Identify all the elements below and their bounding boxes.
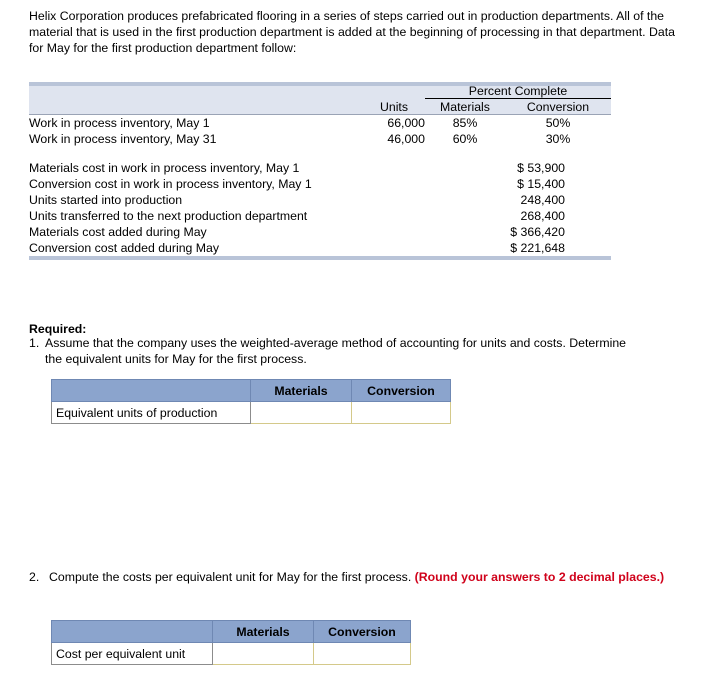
answer-header-materials: Materials: [213, 621, 314, 643]
equivalent-units-materials-input[interactable]: [255, 404, 347, 421]
table-bottom-rule: [29, 256, 611, 260]
table-row: [29, 130, 611, 146]
cost-row: [29, 207, 611, 223]
question-2-number: 2.: [29, 570, 40, 584]
cost-row-label: Materials cost in work in process inventory, May 1: [29, 161, 300, 175]
cost-row-label: Conversion cost in work in process inventory, May 1: [29, 177, 312, 191]
cost-row-label: Units started into production: [29, 193, 183, 207]
row-units: 66,000: [387, 116, 425, 130]
table-row: [29, 114, 611, 130]
cost-row-value: $ 366,420: [510, 225, 565, 239]
cost-per-unit-answer-table: [51, 620, 411, 665]
column-header-conversion: Conversion: [505, 98, 611, 114]
cost-row-label: Materials cost added during May: [29, 225, 207, 239]
cost-row: [29, 223, 611, 239]
percent-complete-header: Percent Complete: [425, 82, 611, 98]
cost-row-value: 248,400: [520, 193, 565, 207]
question-2-note: (Round your answers to 2 decimal places.): [414, 570, 665, 584]
cost-row: [29, 239, 611, 255]
column-header-materials: Materials: [425, 98, 505, 114]
question-1-text: Assume that the company uses the weighted-average method of accounting for units and costs. Determine the equivalent units for May for the first process.: [45, 336, 627, 366]
intro-paragraph: Helix Corporation produces prefabricated flooring in a series of steps carried out in production departments. All of the material that is used in the first production department is added at the beginning of processing in that department. Data for May for the first production department follow:: [29, 9, 675, 56]
question-2: [29, 570, 669, 586]
spacer-row: [29, 146, 611, 159]
group-header-spacer: [29, 82, 363, 98]
answer-row-label: Equivalent units of production: [52, 402, 251, 424]
cost-row-value: $ 15,400: [517, 177, 565, 191]
cost-per-unit-conversion-input[interactable]: [318, 645, 406, 662]
required-heading: Required:: [29, 322, 87, 336]
row-materials: 60%: [452, 132, 478, 146]
answer-row-label: Cost per equivalent unit: [52, 643, 213, 665]
cost-row-value: 268,400: [520, 209, 565, 223]
row-units: 46,000: [387, 132, 425, 146]
equivalent-units-materials-cell[interactable]: [251, 402, 352, 424]
column-header-row: [29, 98, 611, 114]
answer-header-blank: [52, 380, 251, 402]
cost-row: [29, 191, 611, 207]
question-2-text: Compute the costs per equivalent unit for May for the first process.: [49, 570, 415, 584]
question-1: [29, 336, 629, 367]
row-conversion: 30%: [545, 132, 571, 146]
column-header-units: Units: [363, 98, 425, 114]
cost-row-value: $ 221,648: [510, 241, 565, 255]
answer-header-row: [52, 380, 451, 402]
cost-row-value: $ 53,900: [517, 161, 565, 175]
column-header-blank: [29, 98, 363, 114]
answer-header-conversion: Conversion: [314, 621, 411, 643]
question-2-text-wrap: [49, 570, 669, 586]
cost-per-unit-materials-cell[interactable]: [213, 643, 314, 665]
cost-per-unit-materials-input[interactable]: [217, 645, 309, 662]
row-label: Work in process inventory, May 31: [29, 132, 217, 146]
cost-row: [29, 159, 611, 175]
cost-row: [29, 175, 611, 191]
cost-per-unit-conversion-cell[interactable]: [314, 643, 411, 665]
equivalent-units-conversion-cell[interactable]: [352, 402, 451, 424]
cost-row-label: Units transferred to the next production department: [29, 209, 308, 223]
equivalent-units-conversion-input[interactable]: [356, 404, 446, 421]
answer-header-blank: [52, 621, 213, 643]
production-data-table: [29, 82, 611, 255]
group-header-units-spacer: [363, 82, 425, 98]
row-label: Work in process inventory, May 1: [29, 116, 210, 130]
answer-row: [52, 402, 451, 424]
row-conversion: 50%: [545, 116, 571, 130]
answer-header-row: [52, 621, 411, 643]
question-1-number: 1.: [29, 336, 40, 350]
group-header-row: [29, 82, 611, 98]
row-materials: 85%: [452, 116, 478, 130]
answer-header-materials: Materials: [251, 380, 352, 402]
equivalent-units-answer-table: [51, 379, 451, 424]
answer-row: [52, 643, 411, 665]
cost-row-label: Conversion cost added during May: [29, 241, 220, 255]
answer-header-conversion: Conversion: [352, 380, 451, 402]
